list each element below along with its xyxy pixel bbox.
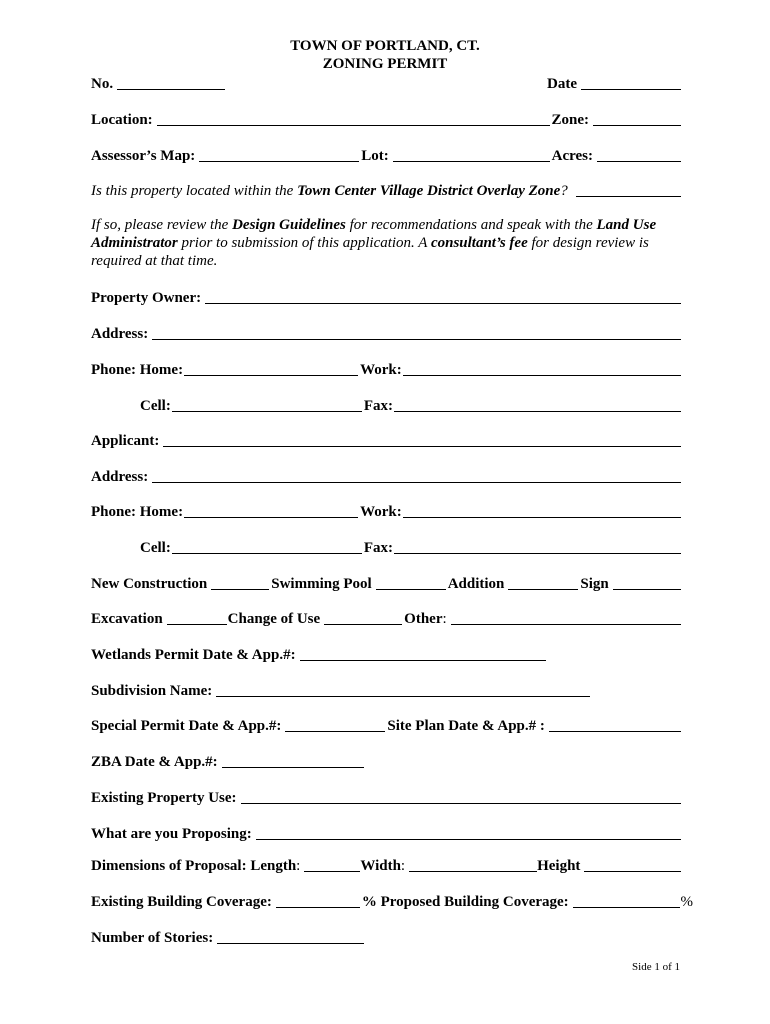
note-text-3: prior to submission of this application. A: [177, 235, 431, 251]
zba-row: [91, 752, 364, 771]
applicant-fax-field[interactable]: [394, 553, 681, 554]
wetlands-row: [91, 645, 546, 664]
excavation-label: Excavation: [91, 611, 163, 627]
proposed-percent: %: [680, 894, 693, 910]
applicant-cell-row: [91, 538, 681, 557]
acres-label: Acres:: [551, 148, 593, 164]
coverage-row: [91, 892, 693, 911]
existing-use-row: [91, 788, 681, 807]
no-label: No.: [91, 76, 114, 92]
applicant-address-row: [91, 467, 681, 486]
page-number: Side 1 of 1: [632, 961, 680, 973]
existing-coverage-label: Existing Building Coverage:: [91, 894, 272, 910]
permit-type-row-2: [91, 609, 681, 628]
applicant-address-field[interactable]: [152, 482, 681, 483]
overlay-zone-name: Town Center Village District Overlay Zone: [297, 183, 561, 199]
subdivision-label: Subdivision Name:: [91, 683, 213, 699]
zba-field[interactable]: [222, 767, 364, 768]
town-title: TOWN OF PORTLAND, CT.: [290, 38, 480, 54]
assessor-row: [91, 146, 681, 165]
wetlands-field[interactable]: [300, 660, 546, 661]
applicant-address-label: Address:: [91, 469, 149, 485]
proposing-row: [91, 824, 681, 843]
overlay-question-row: [91, 181, 681, 200]
proposed-coverage-label: % Proposed Building Coverage:: [361, 894, 569, 910]
applicant-phone-home-field[interactable]: [184, 517, 358, 518]
no-date-row: [91, 74, 681, 93]
owner-fax-field[interactable]: [394, 411, 681, 412]
stories-label: Number of Stories:: [91, 930, 214, 946]
owner-phone-row: [91, 360, 681, 379]
owner-cell-row: [91, 396, 681, 415]
sign-field[interactable]: [613, 589, 681, 590]
length-field[interactable]: [304, 871, 360, 872]
overlay-question-pre: Is this property located within the: [91, 183, 298, 199]
other-label: Other: [404, 611, 443, 627]
existing-use-field[interactable]: [241, 803, 681, 804]
date-field[interactable]: [581, 89, 681, 90]
addition-label: Addition: [447, 576, 505, 592]
dimensions-colon: :: [296, 858, 301, 874]
width-field[interactable]: [409, 871, 537, 872]
applicant-phone-row: [91, 502, 681, 521]
height-field[interactable]: [584, 871, 681, 872]
existing-coverage-field[interactable]: [276, 907, 360, 908]
owner-address-field[interactable]: [152, 339, 681, 340]
assessors-map-field[interactable]: [199, 161, 359, 162]
site-plan-field[interactable]: [549, 731, 681, 732]
note-text-2: for recommendations and speak with the: [345, 217, 597, 233]
location-row: [91, 110, 681, 129]
proposing-label: What are you Proposing:: [91, 826, 252, 842]
applicant-field[interactable]: [163, 446, 681, 447]
special-permit-field[interactable]: [285, 731, 385, 732]
proposing-field[interactable]: [256, 839, 681, 840]
property-owner-label: Property Owner:: [91, 290, 202, 306]
owner-work-field[interactable]: [403, 375, 681, 376]
applicant-cell-field[interactable]: [172, 553, 362, 554]
applicant-label: Applicant:: [91, 433, 160, 449]
owner-address-row: [91, 324, 681, 343]
other-field[interactable]: [451, 624, 681, 625]
special-permit-label: Special Permit Date & App.#:: [91, 718, 282, 734]
applicant-fax-label: Fax:: [363, 540, 393, 556]
applicant-cell-label: Cell:: [140, 540, 171, 556]
new-construction-field[interactable]: [211, 589, 269, 590]
permit-type-row-1: [91, 574, 681, 593]
lot-field[interactable]: [393, 161, 550, 162]
stories-field[interactable]: [217, 943, 364, 944]
width-colon: :: [400, 858, 406, 874]
new-construction-label: New Construction: [91, 576, 208, 592]
acres-field[interactable]: [597, 161, 681, 162]
proposed-coverage-field[interactable]: [573, 907, 680, 908]
swimming-pool-label: Swimming Pool: [271, 576, 372, 592]
change-of-use-field[interactable]: [324, 624, 402, 625]
zone-label: Zone:: [551, 112, 589, 128]
location-field[interactable]: [157, 125, 550, 126]
no-field[interactable]: [117, 89, 225, 90]
other-colon: :: [442, 611, 447, 627]
note-consultant-fee: consultant’s fee: [430, 235, 528, 251]
applicant-row: [91, 431, 681, 450]
assessors-map-label: Assessor’s Map:: [91, 148, 196, 164]
addition-field[interactable]: [508, 589, 578, 590]
form-title: ZONING PERMIT: [322, 56, 448, 72]
width-label: Width: [360, 858, 401, 874]
change-of-use-label: Change of Use: [227, 611, 321, 627]
property-owner-field[interactable]: [205, 303, 681, 304]
note-text-1: If so, please review the: [91, 217, 233, 233]
overlay-answer-field[interactable]: [576, 196, 681, 197]
zone-field[interactable]: [593, 125, 681, 126]
subdivision-row: [91, 681, 590, 700]
owner-address-label: Address:: [91, 326, 149, 342]
note-land-use-admin: Land Use Administrator: [91, 217, 657, 251]
note-text-4: for design review is required at that time.: [91, 235, 649, 269]
owner-work-label: Work:: [360, 362, 402, 378]
owner-cell-label: Cell:: [140, 398, 171, 414]
location-label: Location:: [91, 112, 153, 128]
note-design-guidelines: Design Guidelines: [232, 217, 346, 233]
swimming-pool-field[interactable]: [376, 589, 446, 590]
special-permit-row: [91, 716, 681, 735]
applicant-work-field[interactable]: [403, 517, 681, 518]
design-guidelines-note: [91, 216, 683, 270]
date-label: Date: [547, 76, 577, 92]
overlay-question-mark: ?: [560, 183, 568, 199]
subdivision-field[interactable]: [216, 696, 590, 697]
applicant-work-label: Work:: [360, 504, 402, 520]
excavation-field[interactable]: [167, 624, 227, 625]
applicant-phone-home-label: Phone: Home:: [91, 504, 184, 520]
owner-fax-label: Fax:: [363, 398, 393, 414]
height-label: Height: [537, 858, 581, 874]
dimensions-label: Dimensions of Proposal: Length: [91, 858, 297, 874]
owner-cell-field[interactable]: [172, 411, 362, 412]
dimensions-row: [91, 856, 681, 875]
existing-use-label: Existing Property Use:: [91, 790, 237, 806]
owner-phone-home-label: Phone: Home:: [91, 362, 184, 378]
lot-label: Lot:: [361, 148, 389, 164]
property-owner-row: [91, 288, 681, 307]
stories-row: [91, 928, 364, 947]
wetlands-label: Wetlands Permit Date & App.#:: [91, 647, 296, 663]
sign-label: Sign: [580, 576, 609, 592]
site-plan-label: Site Plan Date & App.# :: [387, 718, 545, 734]
owner-phone-home-field[interactable]: [184, 375, 358, 376]
zba-label: ZBA Date & App.#:: [91, 754, 218, 770]
